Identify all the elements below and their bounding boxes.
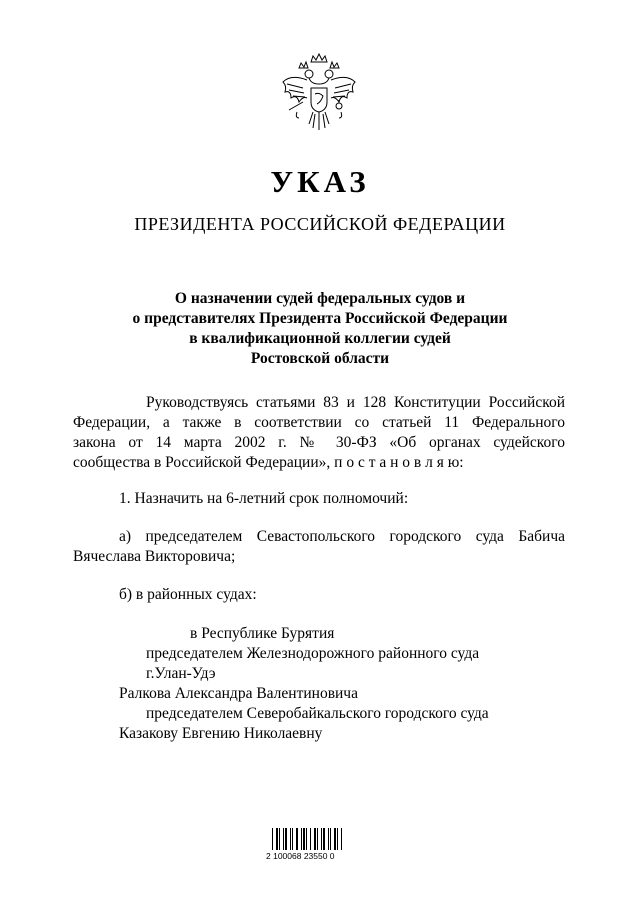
appointment-line: Казакову Евгению Николаевну	[119, 725, 323, 742]
preamble-line: закона от 14 марта 2002 г. № 30-ФЗ «Об органах судейского	[73, 434, 565, 451]
heading-line: Ростовской области	[250, 350, 390, 367]
appointment-line: председателем Железнодорожного районного суда	[146, 645, 480, 662]
appointment-line: председателем Северобайкальского городского суда	[146, 705, 489, 722]
region-name: в Республике Бурятия	[190, 625, 335, 642]
preamble-line: Федерации, а также в соответствии со статьей 11 Федерального	[73, 414, 565, 431]
item-b: б) в районных судах:	[119, 586, 257, 603]
document-title: УКАЗ	[270, 164, 370, 199]
item-a-line: Вячеслава Викторовича;	[73, 548, 236, 565]
document-subtitle: ПРЕЗИДЕНТА РОССИЙСКОЙ ФЕДЕРАЦИИ	[134, 214, 506, 234]
preamble-line: Руководствуясь статьями 83 и 128 Конституции Российской	[146, 394, 565, 411]
barcode-number: 2 100068 23550 0	[266, 851, 335, 861]
appointment-line: Ралкова Александра Валентиновича	[119, 685, 358, 702]
heading-line: о представителях Президента Российской Федерации	[132, 310, 508, 327]
heading-line: в квалификационной коллегии судей	[189, 330, 451, 347]
decree-heading	[60, 289, 580, 369]
item-1: 1. Назначить на 6-летний срок полномочий:	[119, 490, 409, 507]
appointment-line: г.Улан-Удэ	[146, 665, 216, 682]
preamble-line: сообщества в Российской Федерации», п о с т а н о в л я ю:	[73, 454, 464, 471]
heading-line: О назначении судей федеральных судов и	[174, 290, 466, 307]
item-a-line: а) председателем Севастопольского городского суда Бабича	[119, 528, 565, 545]
coat-of-arms-emblem	[277, 52, 361, 144]
